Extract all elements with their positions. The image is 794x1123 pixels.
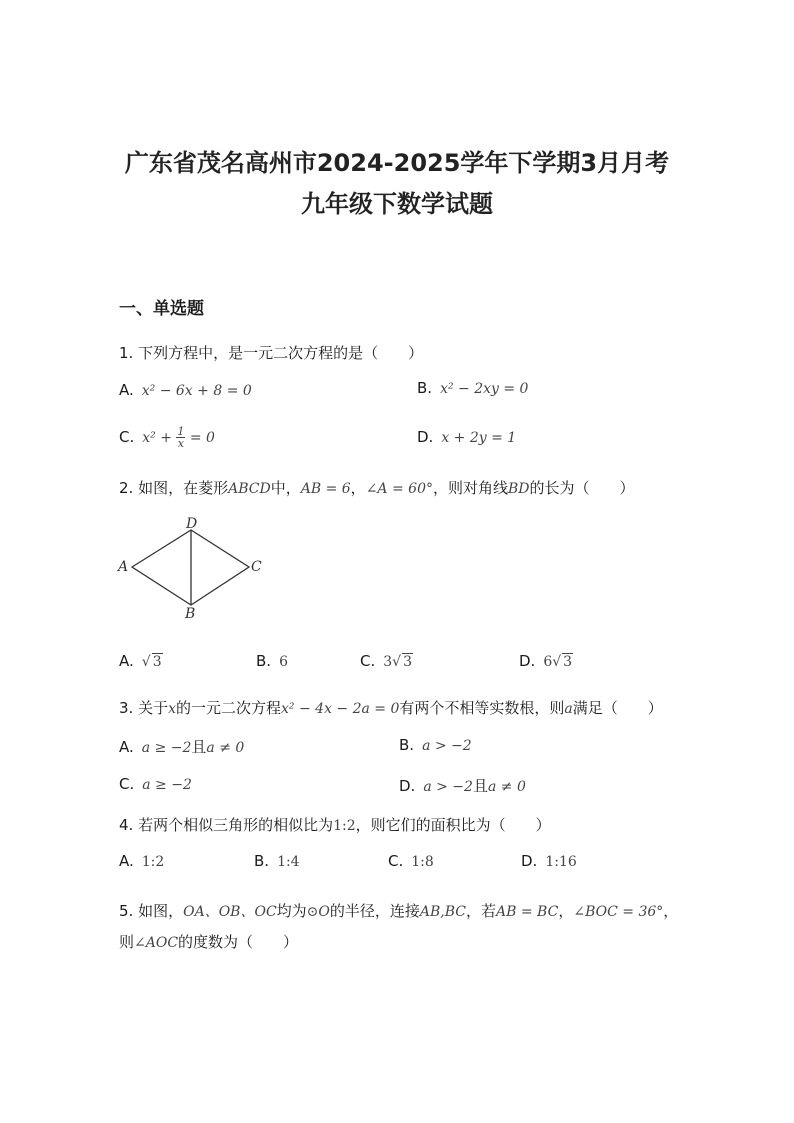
question-4 [119, 814, 551, 835]
stem-math: AB = 6 [300, 481, 351, 497]
q3-option-a[interactable] [119, 736, 244, 757]
vertex-label-b: B [185, 606, 196, 622]
option-math: x² − 2xy = 0 [440, 381, 529, 397]
question-number: 3. [119, 699, 134, 717]
option-math: a ≥ −2 [141, 740, 192, 756]
radicand: 3 [152, 654, 162, 670]
stem-text: ， [558, 902, 574, 920]
option-label: A. [119, 381, 134, 399]
question-3 [119, 697, 663, 718]
question-2 [119, 477, 635, 498]
stem-text: ，若 [466, 902, 497, 920]
stem-text: 的度数为（ ） [178, 933, 299, 951]
q1-option-c[interactable] [119, 426, 215, 449]
option-math: 1:8 [411, 854, 434, 870]
option-label: A. [119, 738, 134, 756]
option-math: a > −2 [422, 738, 472, 754]
option-conjunction: 且 [191, 738, 207, 756]
q2-option-d[interactable] [519, 652, 573, 670]
option-math: 1:16 [545, 854, 577, 870]
stem-text: 若两个相似三角形的相似比为 [138, 816, 334, 834]
option-label: C. [119, 775, 135, 793]
option-conjunction: 且 [472, 777, 488, 795]
exam-title: 广东省茂名高州市2024-2025学年下学期3月月考 [124, 149, 670, 177]
option-math: 1:2 [141, 854, 165, 870]
radical-sign: √ [552, 654, 562, 670]
stem-text: 有两个不相等实数根，则 [399, 699, 565, 717]
stem-math: ∠A = 60° [365, 481, 433, 497]
stem-math: ABCD [228, 481, 271, 497]
vertex-label-a: A [118, 559, 129, 575]
stem-math: x² − 4x − 2a = 0 [281, 701, 400, 717]
question-number: 1. [119, 344, 134, 362]
q1-option-b[interactable] [417, 379, 528, 397]
stem-text: ，则对角线 [432, 479, 508, 497]
stem-math: x [168, 701, 177, 717]
q3-option-b[interactable] [399, 736, 472, 754]
option-label: D. [519, 652, 536, 670]
option-label: B. [399, 736, 415, 754]
option-label: D. [417, 428, 434, 446]
stem-math: 1:2 [333, 818, 356, 834]
stem-text: 如图， [138, 902, 184, 920]
question-number: 4. [119, 816, 134, 834]
q2-option-b[interactable] [256, 652, 288, 670]
fraction-denominator: x [177, 437, 184, 450]
option-label: B. [256, 652, 272, 670]
q1-option-d[interactable] [417, 428, 516, 446]
q4-option-c[interactable] [388, 852, 434, 870]
stem-text: ， [350, 479, 366, 497]
stem-text: 的半径，连接 [329, 902, 420, 920]
stem-text: 的长为（ ） [529, 479, 635, 497]
stem-math: AB = BC [496, 904, 559, 920]
q1-option-a[interactable] [119, 381, 252, 399]
radical-coefficient: 3 [383, 654, 393, 670]
option-math: x² + [142, 430, 177, 446]
question-5 [119, 900, 678, 921]
stem-math: OA、OB、OC [183, 904, 277, 920]
stem-math: a [564, 701, 573, 717]
option-math-tail: = 0 [185, 430, 215, 446]
option-label: C. [119, 428, 135, 446]
stem-text: 则 [119, 933, 135, 951]
option-label: D. [521, 852, 538, 870]
question-number: 2. [119, 479, 134, 497]
rhombus-figure [116, 512, 276, 622]
stem-math: AB,BC [419, 904, 467, 920]
vertex-label-d: D [186, 516, 198, 532]
option-label: D. [399, 777, 416, 795]
q2-option-a[interactable] [119, 652, 163, 670]
option-label: A. [119, 852, 134, 870]
stem-text: 中， [270, 479, 301, 497]
option-math: a > −2 [423, 779, 473, 795]
option-label: A. [119, 652, 134, 670]
q4-option-b[interactable] [254, 852, 300, 870]
question-number: 5. [119, 902, 134, 920]
option-math: a ≥ −2 [142, 777, 192, 793]
stem-text: 均为 [276, 902, 307, 920]
stem-math: ⊙O [306, 904, 330, 920]
stem-text: 关于 [138, 699, 169, 717]
question-5-line-2 [119, 931, 298, 952]
radical-sign: √ [392, 654, 402, 670]
option-math: x + 2y = 1 [441, 430, 517, 446]
section-heading: 一、单选题 [119, 299, 204, 319]
option-math: 6 [279, 654, 288, 670]
option-math: a ≠ 0 [487, 779, 526, 795]
option-math: a ≠ 0 [206, 740, 245, 756]
q3-option-c[interactable] [119, 775, 192, 793]
vertex-label-c: C [251, 559, 262, 575]
option-label: B. [417, 379, 433, 397]
radical-sign: √ [141, 654, 151, 670]
fraction-numerator: 1 [177, 425, 185, 438]
stem-text: 的一元二次方程 [176, 699, 282, 717]
q3-option-d[interactable] [399, 775, 526, 796]
stem-text: 如图，在菱形 [138, 479, 229, 497]
stem-math: ∠BOC = 36° [573, 904, 664, 920]
stem-text: ， [663, 902, 679, 920]
option-math: 1:4 [277, 854, 300, 870]
option-label: C. [360, 652, 376, 670]
stem-math: ∠AOC [134, 935, 179, 951]
question-stem: 下列方程中，是一元二次方程的是（ ） [138, 344, 424, 362]
stem-math: BD [508, 481, 530, 497]
option-label: C. [388, 852, 404, 870]
radicand: 3 [563, 654, 573, 670]
exam-subtitle: 九年级下数学试题 [301, 190, 493, 218]
radicand: 3 [403, 654, 413, 670]
radical-coefficient: 6 [543, 654, 553, 670]
q4-option-d[interactable] [521, 852, 577, 870]
stem-text: ，则它们的面积比为（ ） [355, 816, 551, 834]
q4-option-a[interactable] [119, 852, 164, 870]
q2-option-c[interactable] [360, 652, 413, 670]
question-1 [119, 342, 423, 363]
stem-text: 满足（ ） [572, 699, 663, 717]
option-math: x² − 6x + 8 = 0 [141, 383, 252, 399]
option-label: B. [254, 852, 270, 870]
